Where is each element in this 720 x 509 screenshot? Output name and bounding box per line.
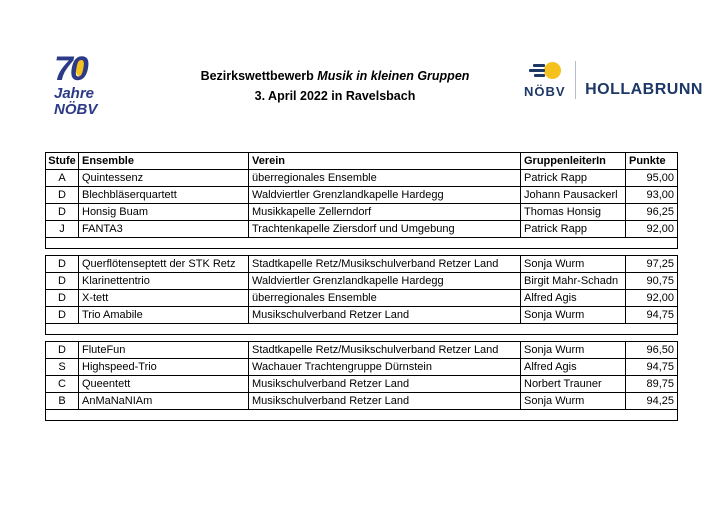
title-line-1 bbox=[155, 66, 515, 86]
table-cell-ensemble: Trio Amabile bbox=[79, 307, 249, 324]
table-cell-leiterin: Birgit Mahr-Schadn bbox=[521, 273, 626, 290]
table-cell-ensemble: FluteFun bbox=[79, 342, 249, 359]
table-cell-punkte: 94,75 bbox=[626, 359, 678, 376]
sun-circle-icon bbox=[544, 62, 561, 79]
table-cell-ensemble: Blechbläserquartett bbox=[79, 187, 249, 204]
nobv-sun-icon bbox=[527, 60, 563, 82]
table-cell-punkte: 94,75 bbox=[626, 307, 678, 324]
sun-bar-icon bbox=[533, 64, 545, 67]
table-cell-stufe: A bbox=[46, 170, 79, 187]
table-cell-ensemble: AnMaNaNIAm bbox=[79, 393, 249, 410]
logo-70-number bbox=[54, 52, 86, 86]
table-cell-leiterin: Thomas Honsig bbox=[521, 204, 626, 221]
table-cell-ensemble: Honsig Buam bbox=[79, 204, 249, 221]
table-cell-verein: Wachauer Trachtengruppe Dürnstein bbox=[249, 359, 521, 376]
logo-divider bbox=[575, 61, 577, 99]
logo-nobv-text: NÖBV bbox=[54, 101, 98, 118]
results-table-section-3 bbox=[45, 341, 678, 421]
table-cell-stufe: D bbox=[46, 187, 79, 204]
table-cell-verein: Stadtkapelle Retz/Musikschulverband Retzer Land bbox=[249, 256, 521, 273]
table-cell-leiterin: Norbert Trauner bbox=[521, 376, 626, 393]
table-cell-leiterin: Sonja Wurm bbox=[521, 393, 626, 410]
table-cell-punkte: 95,00 bbox=[626, 170, 678, 187]
table-cell-leiterin: Sonja Wurm bbox=[521, 307, 626, 324]
table-cell-punkte: 94,25 bbox=[626, 393, 678, 410]
table-cell-stufe: D bbox=[46, 290, 79, 307]
title-prefix: Bezirkswettbewerb bbox=[200, 69, 318, 83]
nobv-wordmark: NÖBV bbox=[524, 84, 566, 99]
results-table-section-1 bbox=[45, 152, 678, 249]
logo-jahre-text: Jahre bbox=[54, 85, 95, 102]
table-cell-verein: Musikschulverband Retzer Land bbox=[249, 307, 521, 324]
table-cell-leiterin: Patrick Rapp bbox=[521, 221, 626, 238]
table-cell-stufe: J bbox=[46, 221, 79, 238]
table-row bbox=[46, 376, 678, 393]
section-spacer-cell bbox=[46, 410, 678, 421]
column-header-stufe: Stufe bbox=[46, 153, 79, 170]
column-header-verein: Verein bbox=[249, 153, 521, 170]
table-cell-punkte: 90,75 bbox=[626, 273, 678, 290]
table-row bbox=[46, 342, 678, 359]
table-cell-verein: Stadtkapelle Retz/Musikschulverband Retzer Land bbox=[249, 342, 521, 359]
table-cell-verein: Musikkapelle Zellerndorf bbox=[249, 204, 521, 221]
table-cell-verein: Waldviertler Grenzlandkapelle Hardegg bbox=[249, 273, 521, 290]
table-cell-punkte: 92,00 bbox=[626, 221, 678, 238]
table-cell-leiterin: Alfred Agis bbox=[521, 290, 626, 307]
table-cell-stufe: S bbox=[46, 359, 79, 376]
title-line-2: 3. April 2022 in Ravelsbach bbox=[254, 89, 416, 103]
table-cell-stufe: D bbox=[46, 273, 79, 290]
table-row bbox=[46, 256, 678, 273]
sun-bar-icon bbox=[534, 74, 545, 77]
logo-digit-0: 0 bbox=[70, 52, 86, 86]
sun-bar-icon bbox=[529, 69, 545, 72]
nobv-logo-block bbox=[524, 60, 566, 99]
table-cell-verein: Musikschulverband Retzer Land bbox=[249, 376, 521, 393]
column-header-punkte: Punkte bbox=[626, 153, 678, 170]
table-cell-leiterin: Sonja Wurm bbox=[521, 342, 626, 359]
table-cell-verein: Musikschulverband Retzer Land bbox=[249, 393, 521, 410]
table-row bbox=[46, 307, 678, 324]
table-cell-ensemble: Querflötenseptett der STK Retz bbox=[79, 256, 249, 273]
table-row bbox=[46, 393, 678, 410]
table-row bbox=[46, 359, 678, 376]
table-cell-leiterin: Patrick Rapp bbox=[521, 170, 626, 187]
table-cell-stufe: D bbox=[46, 307, 79, 324]
title-italic-part: Musik in kleinen Gruppen bbox=[317, 69, 470, 83]
section-spacer-row bbox=[46, 324, 678, 335]
table-cell-stufe: D bbox=[46, 256, 79, 273]
table-row bbox=[46, 273, 678, 290]
table-cell-verein: überregionales Ensemble bbox=[249, 170, 521, 187]
results-table bbox=[45, 152, 678, 427]
table-cell-ensemble: Highspeed-Trio bbox=[79, 359, 249, 376]
nobv-hollabrunn-logo bbox=[524, 60, 703, 99]
page-title bbox=[155, 66, 515, 106]
section-spacer-cell bbox=[46, 238, 678, 249]
results-table-section-2 bbox=[45, 255, 678, 335]
table-cell-verein: Waldviertler Grenzlandkapelle Hardegg bbox=[249, 187, 521, 204]
table-cell-ensemble: Klarinettentrio bbox=[79, 273, 249, 290]
column-header-leiterin: GruppenleiterIn bbox=[521, 153, 626, 170]
table-cell-ensemble: FANTA3 bbox=[79, 221, 249, 238]
table-cell-ensemble: Queentett bbox=[79, 376, 249, 393]
table-cell-stufe: D bbox=[46, 342, 79, 359]
table-cell-punkte: 89,75 bbox=[626, 376, 678, 393]
table-cell-leiterin: Johann Pausackerl bbox=[521, 187, 626, 204]
table-cell-punkte: 97,25 bbox=[626, 256, 678, 273]
section-spacer-row bbox=[46, 410, 678, 421]
column-header-ensemble: Ensemble bbox=[79, 153, 249, 170]
table-row bbox=[46, 170, 678, 187]
table-cell-verein: überregionales Ensemble bbox=[249, 290, 521, 307]
table-header-row bbox=[46, 153, 678, 170]
table-cell-leiterin: Sonja Wurm bbox=[521, 256, 626, 273]
table-cell-ensemble: Quintessenz bbox=[79, 170, 249, 187]
table-cell-punkte: 92,00 bbox=[626, 290, 678, 307]
table-row bbox=[46, 187, 678, 204]
table-cell-ensemble: X-tett bbox=[79, 290, 249, 307]
table-cell-verein: Trachtenkapelle Ziersdorf und Umgebung bbox=[249, 221, 521, 238]
table-cell-stufe: C bbox=[46, 376, 79, 393]
section-spacer-cell bbox=[46, 324, 678, 335]
section-spacer-row bbox=[46, 238, 678, 249]
table-row bbox=[46, 221, 678, 238]
table-cell-stufe: B bbox=[46, 393, 79, 410]
table-cell-leiterin: Alfred Agis bbox=[521, 359, 626, 376]
nobv-70-years-logo bbox=[54, 52, 97, 117]
table-row bbox=[46, 204, 678, 221]
table-row bbox=[46, 290, 678, 307]
table-cell-punkte: 93,00 bbox=[626, 187, 678, 204]
logo-digit-7: 7 bbox=[54, 50, 70, 88]
table-cell-punkte: 96,25 bbox=[626, 204, 678, 221]
table-cell-punkte: 96,50 bbox=[626, 342, 678, 359]
table-cell-stufe: D bbox=[46, 204, 79, 221]
hollabrunn-wordmark: HOLLABRUNN bbox=[585, 81, 703, 98]
